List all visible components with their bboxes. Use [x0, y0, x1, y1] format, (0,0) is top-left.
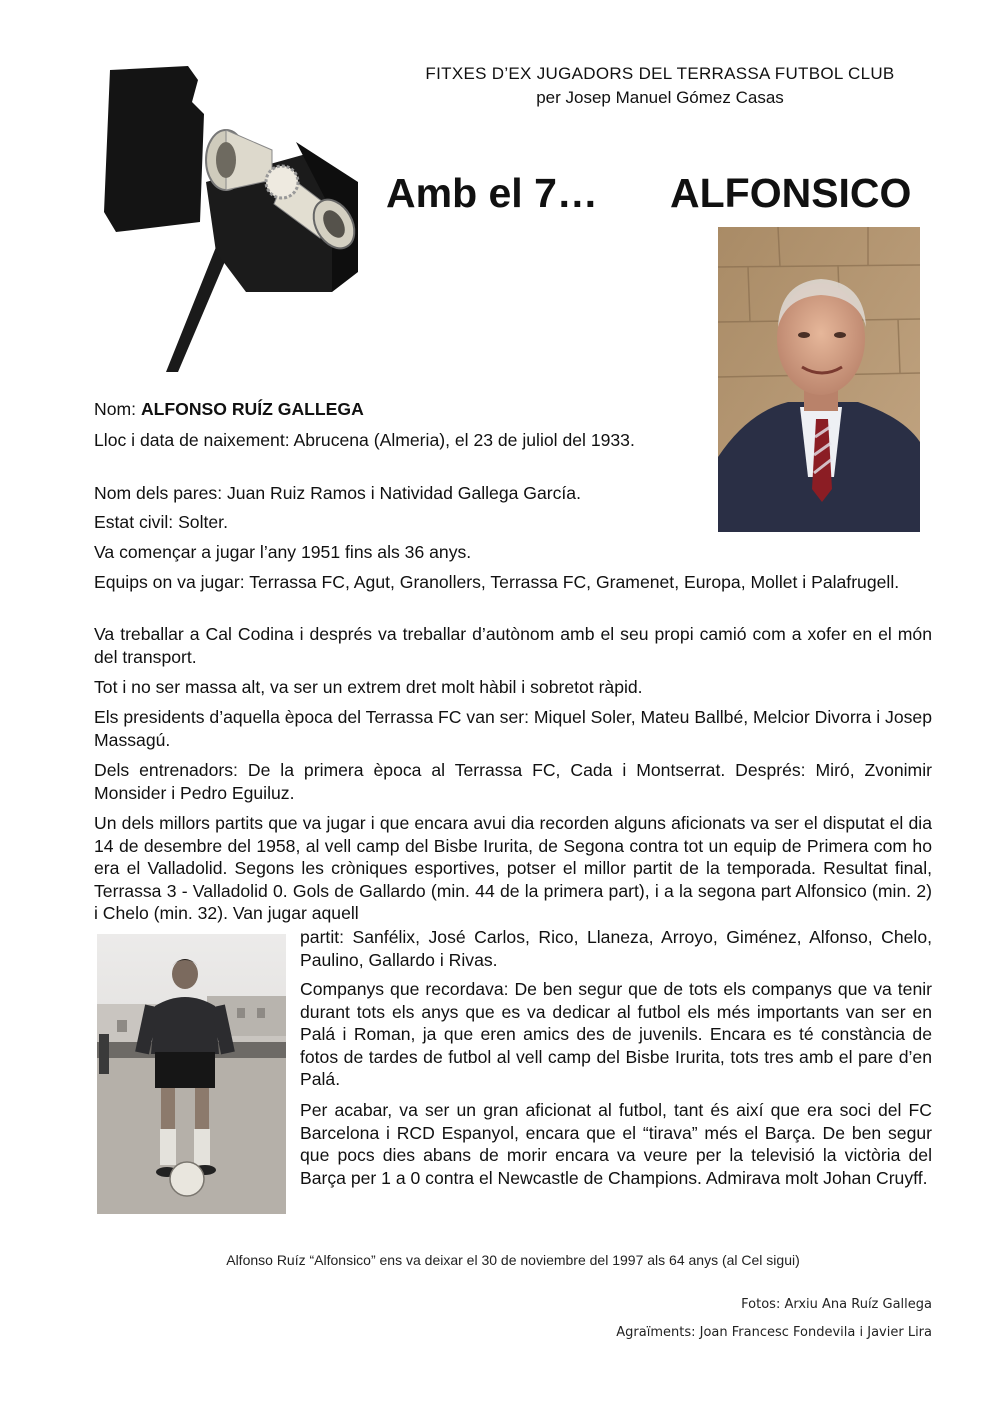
series-title: FITXES D’EX JUGADORS DEL TERRASSA FUTBOL CLUB — [425, 64, 895, 83]
speaker-gear — [266, 166, 298, 198]
bio-closing: Per acabar, va ser un gran aficionat al futbol, tant és així que era soci del FC Barcelona i RCD Espanyol, encara que el “tirava” més el Barça. De ben segur que pocs dies abans de morir encara va veure per la televisió la victòria del Barça per 1 a 0 contra el Newcastle de Champions. Admirava molt Johan Cruyff. — [300, 1100, 932, 1188]
author-line: per Josep Manuel Gómez Casas — [536, 88, 784, 107]
memorial-note: Alfonso Ruíz “Alfonsico” ens va deixar el 30 de noviembre del 1997 als 64 anys (al Cel sigui) — [226, 1252, 800, 1268]
bio-presidents: Els presidents d’aquella època del Terrassa FC van ser: Miquel Soler, Mateu Ballbé, Melcior Divorra i Josep Massagú. — [94, 707, 932, 750]
bio-start: Va començar a jugar l’any 1951 fins als 36 anys. — [94, 542, 472, 562]
bio-civil-status: Estat civil: Solter. — [94, 512, 228, 532]
bio-teams: Equips on va jugar: Terrassa FC, Agut, Granollers, Terrassa FC, Gramenet, Europa, Mollet i Palafrugell. — [94, 572, 900, 592]
team-photo-ball — [170, 1162, 204, 1196]
bio-name-label: Nom: — [94, 399, 137, 419]
bio-style: Tot i no ser massa alt, va ser un extrem dret molt hàbil i sobretot ràpid. — [94, 677, 643, 697]
bio-coaches: Dels entrenadors: De la primera època al Terrassa FC, Cada i Montserrat. Després: Miró, Zvonimir Monsider i Pedro Eguiluz. — [94, 760, 932, 803]
bio-lineup: partit: Sanfélix, José Carlos, Rico, Llaneza, Arroyo, Giménez, Alfonso, Chelo, Paulino, Gallardo i Rivas. — [300, 927, 932, 970]
bio-work: Va treballar a Cal Codina i després va treballar d’autònom amb el seu propi camió com a xofer en el món del transport. — [94, 624, 932, 667]
bio-teammates: Companys que recordava: De ben segur que de tots els companys que va tenir durant tots els anys que es va dedicar al futbol els més importants van ser en Palá i Roman, ja que eren amics des de juvenils. Encara es té constància de fotos de tardes de futbol al vell camp del Bisbe Irurita, tots tres amb el pare d’en Palá. — [300, 979, 932, 1089]
headline-prefix: Amb el 7… — [386, 170, 598, 216]
horn-left — [206, 130, 272, 190]
bio-birth: Lloc i data de naixement: Abrucena (Almeria), el 23 de juliol del 1933. — [94, 430, 635, 450]
headline-player-name: ALFONSICO — [670, 170, 912, 216]
bio-best-match: Un dels millors partits que va jugar i que encara avui dia recorden alguns aficionats va ser el disputat el dia 14 de desembre del 1958, al vell camp del Bisbe Irurita, de Segona contra tot un equip de Primera com ho era el Valladolid. Segons les cròniques esportives, potser el millor partit de la temporada. Resultat final, Terrassa 3 - Valladolid 0. Gols de Gallardo (min. 44 de la primera part), i a la segona part Alfonsico (min. 2) i Chelo (min. 32). Van jugar aquell — [94, 813, 932, 923]
loudspeaker-illustration — [96, 62, 366, 372]
bio-name — [94, 398, 932, 421]
bio-name-value: ALFONSO RUÍZ GALLEGA — [140, 399, 364, 419]
thanks-credit: Agraïments: Joan Francesc Fondevila i Javier Lira — [616, 1325, 932, 1340]
photos-credit: Fotos: Arxiu Ana Ruíz Gallega — [741, 1297, 932, 1312]
speaker-box-back — [104, 66, 204, 232]
team-photo — [97, 934, 286, 1214]
bio-parents: Nom dels pares: Juan Ruiz Ramos i Natividad Gallega García. — [94, 483, 581, 503]
